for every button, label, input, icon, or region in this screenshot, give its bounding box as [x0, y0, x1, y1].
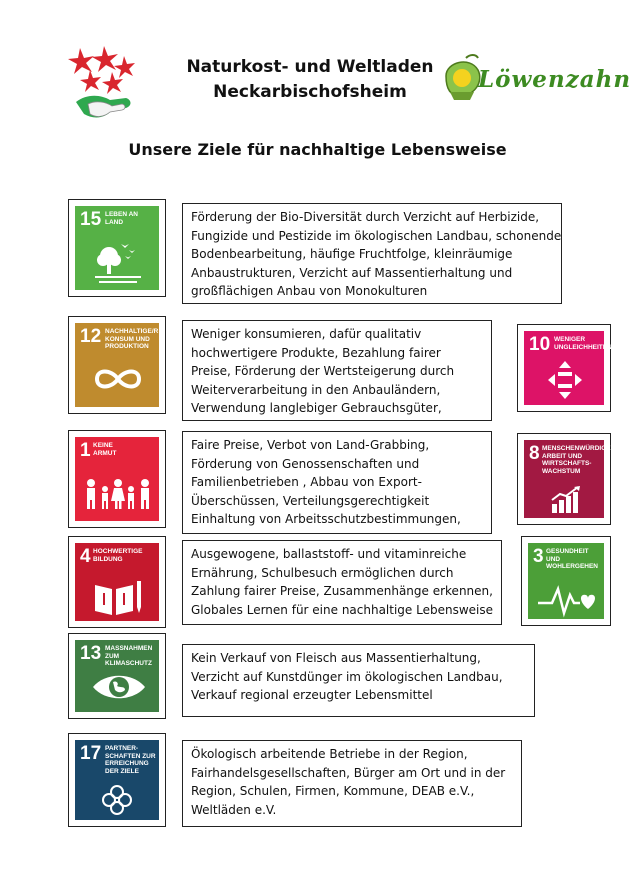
goal-5-line: Verkauf regional erzeugter Lebensmittel [191, 688, 433, 703]
store-title [150, 55, 470, 105]
goal-2-line: Preise, Förderung der Wertsteigerung durch [191, 364, 455, 379]
store-logo-hands [66, 44, 138, 126]
inequality-arrows-icon [546, 359, 584, 401]
sdg-8-number: 8 [529, 443, 540, 464]
family-icon [83, 477, 153, 511]
sdg-13-frame [68, 633, 166, 719]
sdg-13-number: 13 [80, 643, 102, 664]
sdg-8-tile [524, 440, 611, 518]
goal-3-line: Faire Preise, Verbot von Land-Grabbing, [191, 438, 430, 452]
growth-chart-icon [550, 486, 582, 514]
sdg-3-frame [521, 536, 611, 626]
goal-box-2 [182, 320, 492, 421]
tree-birds-icon [93, 238, 143, 286]
store-title-line1: Naturkost- und Weltladen [186, 57, 434, 77]
infinity-icon [91, 365, 145, 393]
sdg-10-label: WENIGER UNGLEICHHEITEN [554, 336, 612, 351]
goal-box-1 [182, 203, 562, 304]
goal-4-line: Globales Lernen für eine nachhaltige Lebensweise [191, 602, 494, 617]
goal-6-line: Fairhandelsgesellschaften, Bürger am Ort und in der [191, 765, 506, 780]
goal-box-5 [182, 644, 535, 717]
goal-1-line: Bodenbearbeitung, häufige Fruchtfolge, kleinräumige [191, 247, 513, 262]
sdg-4-frame [68, 536, 166, 628]
goal-4-line: Ausgewogene, ballaststoff- und vitaminreiche [191, 547, 467, 561]
goal-5-line: Kein Verkauf von Fleisch aus Massentierhaltung, [191, 651, 481, 665]
sdg-17-label: PARTNER-SCHAFTEN ZUR ERREICHUNG DER ZIELE [105, 745, 156, 775]
sdg-1-label: KEINE ARMUT [93, 442, 117, 457]
sdg-15-label: LEBEN AN LAND [105, 211, 138, 226]
sdg-13-tile [75, 640, 159, 712]
sdg-13-label: MASSNAHMEN ZUM KLIMASCHUTZ [105, 645, 153, 667]
goal-5-line: Verzicht auf Kunstdünger im ökologischen Landbau, [191, 669, 503, 684]
sdg-10-tile [524, 331, 612, 405]
sdg-3-tile [528, 543, 604, 619]
goal-4-line: Zahlung fairer Preise, Zusammenhänge erkennen, [191, 584, 493, 599]
sdg-1-tile [75, 437, 159, 521]
sdg-4-label: HOCHWERTIGE BILDUNG [93, 548, 143, 563]
goal-6-line: Ökologisch arbeitende Betriebe in der Region, [191, 747, 468, 761]
goal-4-line: Ernährung, Schulbesuch ermöglichen durch [191, 565, 454, 580]
sdg-10-frame [517, 324, 611, 412]
sdg-8-label: MENSCHENWÜRDIGE ARBEIT UND WIRTSCHAFTS-WACHSTUM [542, 445, 611, 475]
store-title-line2: Neckarbischofsheim [213, 82, 407, 102]
sdg-4-tile [75, 543, 159, 621]
sdg-15-tile [75, 206, 159, 290]
sdg-15-number: 15 [80, 209, 102, 230]
goal-3-line: Einhaltung von Arbeitsschutzbestimmungen, [191, 512, 461, 527]
sdg-4-number: 4 [80, 546, 91, 567]
sdg-3-number: 3 [533, 546, 544, 567]
goal-1-line: großflächigen Anbau von Monokulturen [191, 284, 428, 299]
book-pencil-icon [93, 579, 143, 617]
goal-2-line: hochwertigere Produkte, Bezahlung fairer [191, 345, 441, 360]
page-subtitle: Unsere Ziele für nachhaltige Lebensweise [128, 140, 507, 159]
sdg-12-number: 12 [80, 326, 102, 347]
sdg-1-number: 1 [80, 440, 91, 461]
sdg-15-frame [68, 199, 166, 297]
goal-2-line: Weiterverarbeitung in den Anbauländern, [191, 382, 441, 397]
loewenzahn-logo [440, 52, 632, 104]
sdg-17-frame [68, 733, 166, 827]
sdg-8-frame [517, 433, 611, 525]
goal-1-line: Anbaustrukturen, Verzicht auf Massentierhaltung und [191, 265, 513, 280]
partnership-rings-icon [99, 784, 135, 818]
sdg-12-tile [75, 323, 159, 407]
goal-box-4 [182, 540, 502, 625]
goal-3-line: Überschüssen, Verteilungsgerechtigkeit [191, 493, 430, 508]
goal-box-6 [182, 740, 522, 827]
goal-6-line: Region, Schulen, Firmen, Kommune, DEAB e.V., [191, 784, 475, 799]
goal-1-line: Fungizide und Pestizide im ökologischen Landbau, schonende [191, 228, 562, 243]
goal-6-line: Weltläden e.V. [191, 802, 277, 817]
heartbeat-icon [536, 581, 600, 615]
sdg-12-frame [68, 316, 166, 414]
sdg-17-tile [75, 740, 159, 820]
goal-box-3 [182, 431, 492, 534]
eye-globe-icon [91, 670, 147, 704]
sdg-12-label: NACHHALTIGE/R KONSUM UND PRODUKTION [105, 328, 159, 350]
goal-1-line: Förderung der Bio-Diversität durch Verzicht auf Herbizide, [191, 210, 540, 224]
goal-3-line: Förderung von Genossenschaften und [191, 456, 420, 471]
sdg-10-number: 10 [529, 334, 551, 355]
sdg-3-label: GESUNDHEIT UND WOHLERGEHEN [546, 548, 598, 570]
goal-2-line: Verwendung langlebiger Gebrauchsgüter, [191, 401, 442, 416]
goal-2-line: Weniger konsumieren, dafür qualitativ [191, 327, 422, 341]
sdg-17-number: 17 [80, 743, 102, 764]
loewenzahn-logo-text: Löwenzahn [478, 66, 632, 93]
goal-3-line: Familienbetrieben , Abbau von Export- [191, 475, 422, 490]
sdg-1-frame [68, 430, 166, 528]
